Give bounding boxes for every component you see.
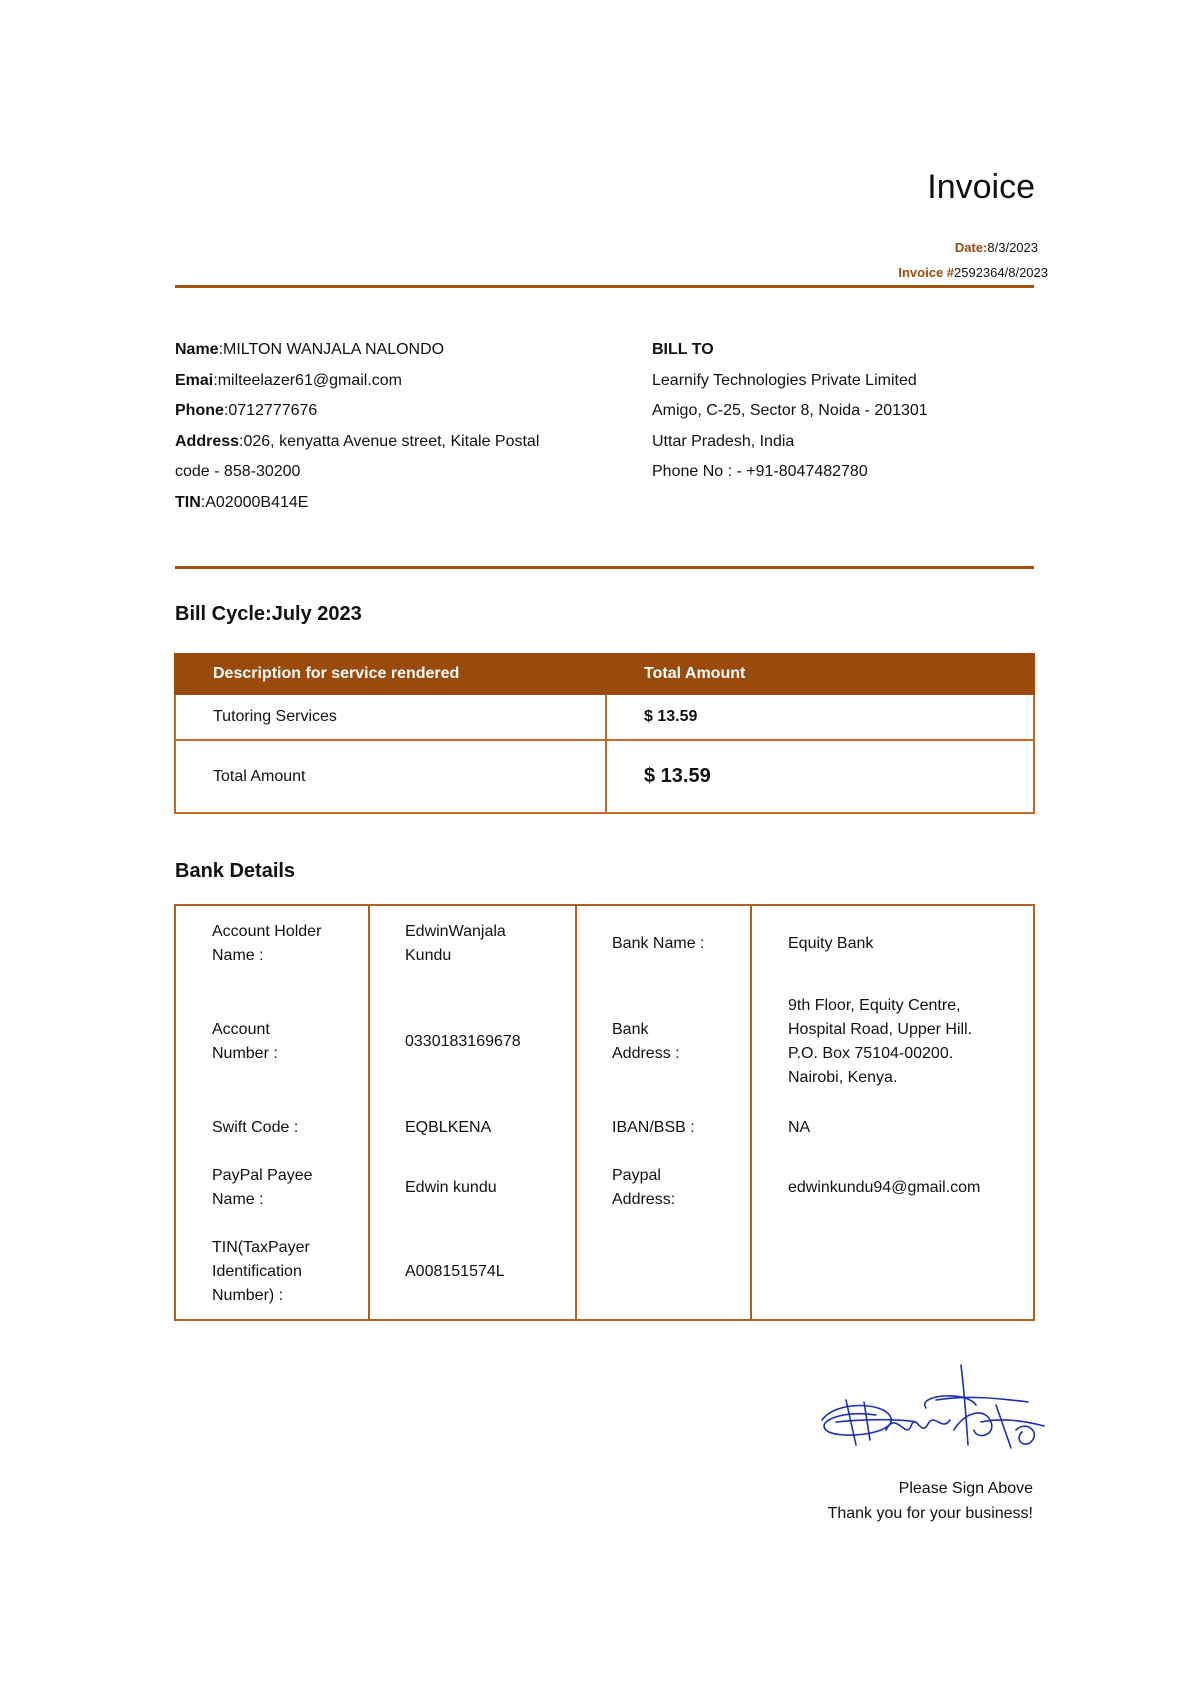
sender-address-line-2: code - 858-30200 — [175, 463, 301, 480]
paypal-address-label-line: Paypal — [612, 1167, 661, 1184]
invoice-date — [955, 240, 1038, 255]
sender-name: :MILTON WANJALA NALONDO — [218, 341, 445, 358]
swift-code-value: EQBLKENA — [405, 1119, 492, 1136]
tin-label — [212, 1236, 310, 1308]
bank-address-label-line: Bank — [612, 1021, 649, 1038]
thank-you-note: Thank you for your business! — [827, 1505, 1033, 1522]
invoice-number-label: Invoice # — [898, 265, 955, 280]
sender-email-line — [175, 366, 615, 397]
bank-address-line: P.O. Box 75104-00200. — [788, 1045, 954, 1062]
iban-label: IBAN/BSB : — [612, 1119, 695, 1136]
service-table-header — [175, 654, 1034, 694]
account-holder-value-line: EdwinWanjala — [405, 923, 506, 940]
service-amount: $ 13.59 — [606, 694, 1034, 740]
account-holder-label — [212, 920, 321, 968]
sender-phone-line — [175, 396, 615, 427]
header-total-amount: Total Amount — [606, 654, 1034, 694]
bill-to — [652, 335, 1032, 488]
bank-address-value — [788, 994, 972, 1090]
total-label: Total Amount — [175, 740, 606, 813]
signature-image — [816, 1360, 1046, 1480]
sender-name-label: Name — [175, 341, 219, 358]
service-description: Tutoring Services — [175, 694, 606, 740]
section-divider — [175, 566, 1034, 569]
tin-label-line: Number) : — [212, 1287, 284, 1304]
sender-tin: :A02000B414E — [200, 493, 309, 511]
bank-column-divider — [368, 906, 370, 1319]
bank-name-label: Bank Name : — [612, 935, 705, 952]
account-holder-label-line: Account Holder — [212, 923, 322, 940]
table-row-total — [175, 740, 1034, 813]
service-table — [174, 653, 1035, 814]
sender-address-1: :026, kenyatta Avenue street, Kitale Postal — [239, 432, 540, 450]
sender-email: :milteelazer61@gmail.com — [213, 371, 402, 389]
table-row — [175, 694, 1034, 740]
paypal-address-label — [612, 1164, 675, 1212]
total-amount: $ 13.59 — [606, 740, 1034, 813]
invoice-number-value: 2592364/8/2023 — [954, 265, 1048, 280]
bank-details-box — [174, 904, 1035, 1321]
tin-label-line: TIN(TaxPayer — [212, 1239, 310, 1256]
invoice-title: Invoice — [927, 168, 1035, 206]
sender-address-label: Address — [175, 432, 240, 450]
bank-address-line: Hospital Road, Upper Hill. — [788, 1021, 973, 1038]
bank-column-divider — [750, 906, 752, 1319]
sender-address-line — [175, 427, 615, 458]
paypal-payee-label — [212, 1164, 313, 1212]
paypal-address-label-line: Address: — [612, 1191, 676, 1208]
iban-value: NA — [788, 1119, 811, 1136]
bank-address-label-line: Address : — [612, 1045, 680, 1062]
sender-name-line — [175, 335, 615, 366]
bill-to-heading: BILL TO — [652, 341, 714, 358]
bill-cycle: Bill Cycle:July 2023 — [175, 603, 362, 625]
date-label: Date: — [954, 240, 988, 255]
sign-prompt: Please Sign Above — [898, 1480, 1033, 1497]
tin-value: A008151574L — [405, 1263, 505, 1280]
bill-to-address-1: Amigo, C-25, Sector 8, Noida - 201301 — [652, 402, 928, 419]
account-number-label-line: Account — [212, 1021, 270, 1038]
sender-phone-label: Phone — [175, 402, 224, 419]
bank-address-line: 9th Floor, Equity Centre, — [788, 997, 961, 1014]
sender-tin-label: TIN — [175, 493, 201, 511]
bank-column-divider — [575, 906, 577, 1319]
sender-phone: :0712777676 — [223, 402, 318, 419]
bank-address-label — [612, 1018, 680, 1066]
header-divider — [175, 285, 1034, 288]
sender-email-label: Emai — [175, 371, 214, 389]
invoice-number — [898, 265, 1048, 280]
paypal-payee-label-line: Name : — [212, 1191, 264, 1208]
account-holder-value — [405, 920, 506, 968]
paypal-address-value: edwinkundu94@gmail.com — [788, 1179, 981, 1196]
date-value: 8/3/2023 — [987, 240, 1038, 255]
bill-to-company: Learnify Technologies Private Limited — [652, 371, 917, 389]
swift-code-label: Swift Code : — [212, 1119, 299, 1136]
paypal-payee-label-line: PayPal Payee — [212, 1167, 313, 1184]
header-description: Description for service rendered — [175, 654, 606, 694]
sender-info — [175, 335, 615, 518]
account-number-label-line: Number : — [212, 1045, 278, 1062]
sender-tin-line — [175, 488, 615, 519]
bank-address-line: Nairobi, Kenya. — [788, 1069, 898, 1086]
paypal-payee-value: Edwin kundu — [405, 1179, 497, 1196]
account-holder-label-line: Name : — [212, 947, 264, 964]
account-holder-value-line: Kundu — [405, 947, 452, 964]
bank-details-title: Bank Details — [175, 860, 296, 882]
bank-name-value: Equity Bank — [788, 935, 874, 952]
tin-label-line: Identification — [212, 1263, 302, 1280]
bill-to-phone: Phone No : - +91-8047482780 — [652, 463, 868, 480]
account-number-value: 0330183169678 — [405, 1033, 521, 1050]
account-number-label — [212, 1018, 278, 1066]
bill-to-address-2: Uttar Pradesh, India — [652, 432, 795, 450]
